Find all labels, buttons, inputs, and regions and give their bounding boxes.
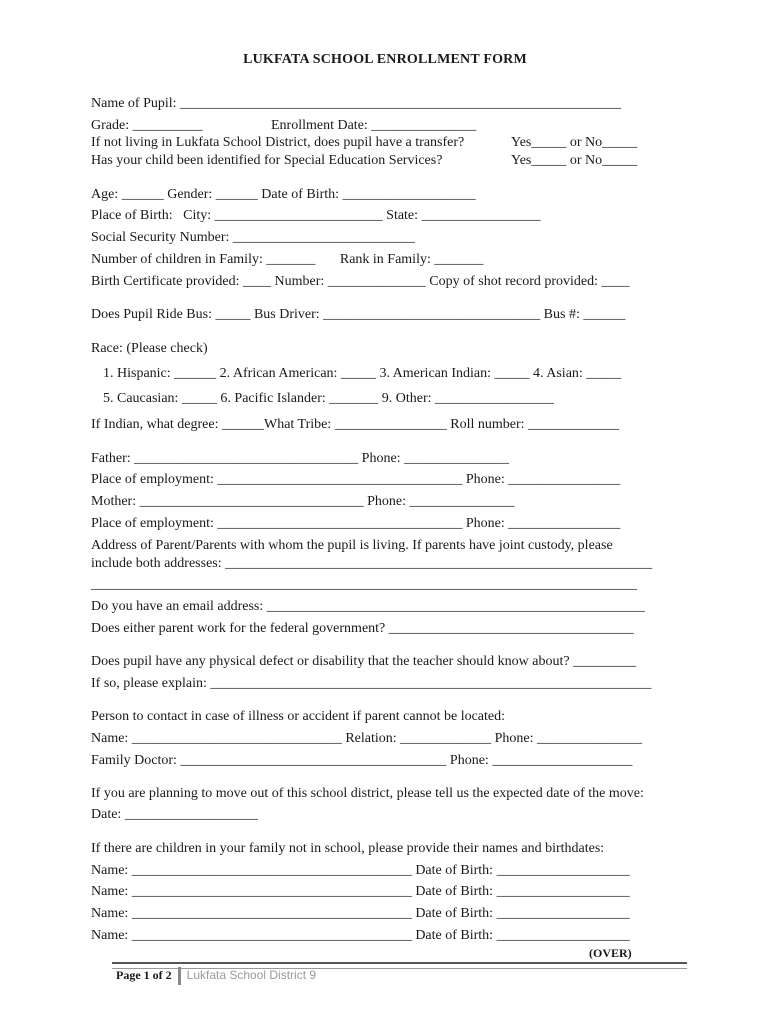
emergency-contact-line[interactable]: Name: ______________________________ Relation: _____________ Phone: _______________: [91, 731, 643, 746]
special-ed-yes-no[interactable]: Yes_____ or No_____: [511, 153, 638, 168]
federal-government-line[interactable]: Does either parent work for the federal government? ___________________________________: [91, 621, 634, 636]
explain-line[interactable]: If so, please explain: _______________________________________________________________: [91, 676, 652, 691]
address-line-2[interactable]: ______________________________________________________________________________: [91, 577, 637, 592]
district-name: Lukfata School District 9: [186, 968, 317, 982]
name-of-pupil-line[interactable]: Name of Pupil: _______________________________________________________________: [91, 96, 622, 111]
bus-line[interactable]: Does Pupil Ride Bus: _____ Bus Driver: _______________________________ Bus #: ______: [91, 307, 626, 322]
family-doctor-line[interactable]: Family Doctor: ______________________________________ Phone: ____________________: [91, 753, 633, 768]
emergency-contact-intro: Person to contact in case of illness or accident if parent cannot be located:: [91, 709, 506, 724]
children-rank-line[interactable]: Number of children in Family: _______ Rank in Family: _______: [91, 252, 484, 267]
footer-separator: [178, 967, 181, 985]
race-heading: Race: (Please check): [91, 341, 208, 356]
physical-defect-line[interactable]: Does pupil have any physical defect or disability that the teacher should know about? _________: [91, 654, 637, 669]
transfer-yes-no[interactable]: Yes_____ or No_____: [511, 135, 638, 150]
over-note: (OVER): [589, 946, 632, 960]
page-footer: [116, 967, 316, 985]
form-title: LUKFATA SCHOOL ENROLLMENT FORM: [243, 52, 527, 67]
child-row[interactable]: Name: ________________________________________ Date of Birth: ___________________: [91, 863, 630, 878]
page-number: Page 1 of 2: [116, 968, 172, 982]
child-row[interactable]: Name: ________________________________________ Date of Birth: ___________________: [91, 928, 630, 943]
mother-line[interactable]: Mother: ________________________________ Phone: _______________: [91, 494, 515, 509]
move-date-line[interactable]: Date: ___________________: [91, 807, 258, 822]
place-of-birth-line[interactable]: Place of Birth: City: ________________________ State: _________________: [91, 208, 541, 223]
special-ed-question: Has your child been identified for Special Education Services?: [91, 153, 443, 168]
move-question: If you are planning to move out of this school district, please tell us the expected date of the move:: [91, 786, 644, 801]
father-employment-line[interactable]: Place of employment: ___________________________________ Phone: ________________: [91, 472, 621, 487]
child-row[interactable]: Name: ________________________________________ Date of Birth: ___________________: [91, 906, 630, 921]
enrollment-date-line[interactable]: Enrollment Date: _______________: [271, 118, 477, 133]
race-options-row-2[interactable]: 5. Caucasian: _____ 6. Pacific Islander: _______ 9. Other: _________________: [103, 391, 555, 406]
age-gender-dob-line[interactable]: Age: ______ Gender: ______ Date of Birth: ___________________: [91, 187, 476, 202]
grade-line[interactable]: Grade: __________: [91, 118, 203, 133]
race-options-row-1[interactable]: 1. Hispanic: ______ 2. African American: _____ 3. American Indian: _____ 4. Asian: _____: [103, 366, 622, 381]
father-line[interactable]: Father: ________________________________ Phone: _______________: [91, 451, 510, 466]
ssn-line[interactable]: Social Security Number: __________________________: [91, 230, 415, 245]
indian-degree-line[interactable]: If Indian, what degree: ______What Tribe: ________________ Roll number: _____________: [91, 417, 620, 432]
address-line-1[interactable]: include both addresses: _____________________________________________________________: [91, 556, 653, 571]
birth-certificate-line[interactable]: Birth Certificate provided: ____ Number: ______________ Copy of shot record provided: ____: [91, 274, 630, 289]
mother-employment-line[interactable]: Place of employment: ___________________________________ Phone: ________________: [91, 516, 621, 531]
children-not-in-school-intro: If there are children in your family not in school, please provide their names and birthdates:: [91, 841, 605, 856]
address-instructions: Address of Parent/Parents with whom the pupil is living. If parents have joint custody, please: [91, 538, 613, 553]
child-row[interactable]: Name: ________________________________________ Date of Birth: ___________________: [91, 884, 630, 899]
email-line[interactable]: Do you have an email address: ______________________________________________________: [91, 599, 645, 614]
transfer-question: If not living in Lukfata School District, does pupil have a transfer?: [91, 135, 465, 150]
